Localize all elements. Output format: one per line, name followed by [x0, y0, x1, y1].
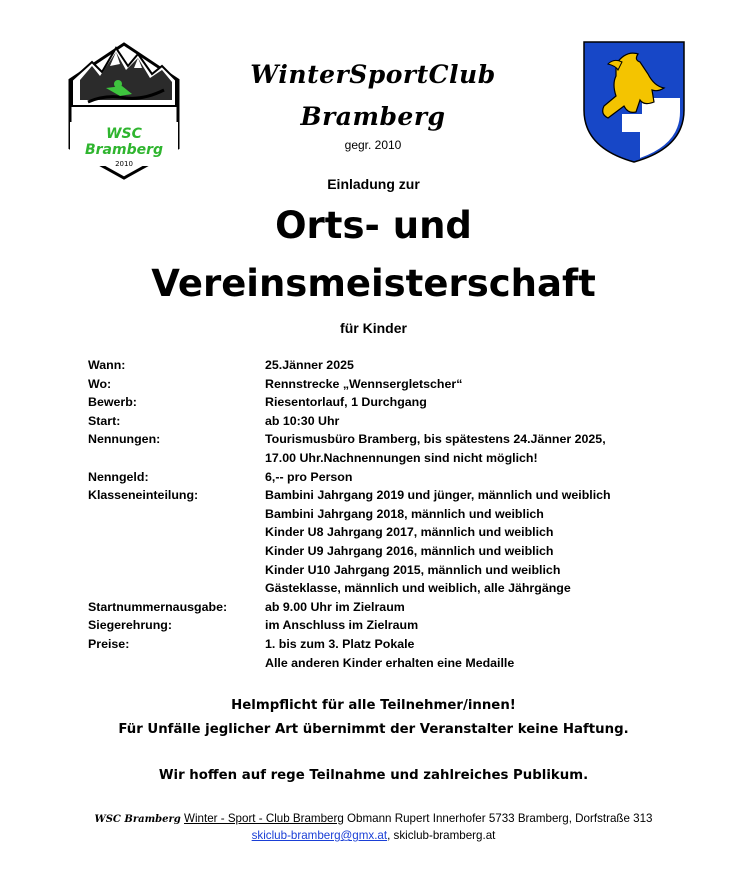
details-value-line: Tourismusbüro Bramberg, bis spätestens 24.Jänner 2025,: [265, 432, 606, 447]
details-label: Nenngeld:: [88, 469, 149, 484]
details-value-line: Kinder U10 Jahrgang 2015, männlich und weiblich: [265, 562, 561, 577]
details-value-line: Kinder U9 Jahrgang 2016, männlich und weiblich: [265, 543, 554, 558]
founded-year: gegr. 2010: [344, 138, 402, 152]
details-values: [265, 486, 688, 598]
logo-text-year: 2010: [115, 160, 133, 168]
details-value-line: Riesentorlauf, 1 Durchgang: [265, 395, 427, 410]
details-row: [88, 430, 688, 467]
details-values: [265, 635, 688, 672]
wsc-bramberg-logo-icon: [66, 40, 182, 180]
footer-brand: WSC Bramberg: [94, 814, 181, 825]
logo-text-bramberg: Bramberg: [84, 142, 164, 158]
details-value-line: 25.Jänner 2025: [265, 358, 354, 372]
details-label: Wann:: [88, 358, 126, 372]
details-row: [88, 356, 688, 375]
footer-contact-line: [0, 829, 747, 842]
details-value-line: 1. bis zum 3. Platz Pokale: [265, 636, 415, 651]
details-row: [88, 468, 688, 487]
details-values: [265, 412, 688, 431]
details-label: Wo:: [88, 376, 112, 391]
club-name-line1: WinterSportClub: [250, 60, 496, 89]
footer-address-line: [0, 812, 747, 825]
details-row: [88, 375, 688, 394]
closing-notice: Wir hoffen auf rege Teilnahme und zahlreiches Publikum.: [158, 768, 589, 783]
details-values: [265, 375, 688, 394]
details-label: Nennungen:: [88, 432, 161, 447]
footer-website: , skiclub-bramberg.at: [387, 829, 496, 842]
details-value-line: im Anschluss im Zielraum: [265, 618, 419, 633]
details-label: Bewerb:: [88, 395, 137, 410]
details-values: [265, 356, 688, 375]
details-value-line: ab 10:30 Uhr: [265, 413, 340, 428]
helmet-notice: Helmpflicht für alle Teilnehmer/innen!: [231, 698, 516, 713]
details-value-line: 17.00 Uhr.Nachnennungen sind nicht möglich!: [265, 450, 538, 465]
details-row: [88, 635, 688, 672]
details-label: Preise:: [88, 636, 130, 651]
details-value-line: Bambini Jahrgang 2018, männlich und weiblich: [265, 506, 544, 521]
details-row: [88, 412, 688, 431]
details-label: Start:: [88, 413, 121, 428]
details-values: [265, 468, 688, 487]
event-title-line1: Orts- und: [275, 204, 472, 247]
details-row: [88, 616, 688, 635]
details-row: [88, 598, 688, 617]
details-value-line: 6,-- pro Person: [265, 469, 353, 484]
details-row: [88, 486, 688, 598]
footer-club-name: Winter - Sport - Club Bramberg: [184, 812, 344, 825]
details-value-line: Kinder U8 Jahrgang 2017, männlich und weiblich: [265, 525, 554, 540]
details-values: [265, 393, 688, 412]
details-label: Startnummernausgabe:: [88, 599, 228, 614]
details-label: Siegerehrung:: [88, 618, 172, 633]
event-details-table: [88, 356, 688, 672]
footer-address: Obmann Rupert Innerhofer 5733 Bramberg, Dorfstraße 313: [343, 812, 653, 825]
invitation-text: Einladung zur: [327, 176, 420, 192]
footer-email-link[interactable]: skiclub-bramberg@gmx.at: [251, 829, 388, 842]
details-values: [265, 616, 688, 635]
bramberg-coat-of-arms-icon: [582, 40, 686, 164]
club-name-line2: Bramberg: [300, 102, 446, 131]
details-values: [265, 598, 688, 617]
details-value-line: Rennstrecke „Wennsergletscher“: [265, 376, 463, 391]
details-value-line: Gästeklasse, männlich und weiblich, alle Jährgänge: [265, 581, 571, 596]
details-value-line: Alle anderen Kinder erhalten eine Medaille: [265, 655, 515, 670]
liability-notice: Für Unfälle jeglicher Art übernimmt der Veranstalter keine Haftung.: [118, 722, 629, 737]
details-value-line: ab 9.00 Uhr im Zielraum: [265, 599, 405, 614]
details-row: [88, 393, 688, 412]
details-value-line: Bambini Jahrgang 2019 und jünger, männlich und weiblich: [265, 488, 611, 503]
details-label: Klasseneinteilung:: [88, 488, 199, 503]
event-title-line2: Vereinsmeisterschaft: [151, 262, 596, 305]
event-subtitle: für Kinder: [340, 320, 407, 336]
details-values: [265, 430, 688, 467]
logo-text-wsc: WSC: [106, 126, 142, 142]
